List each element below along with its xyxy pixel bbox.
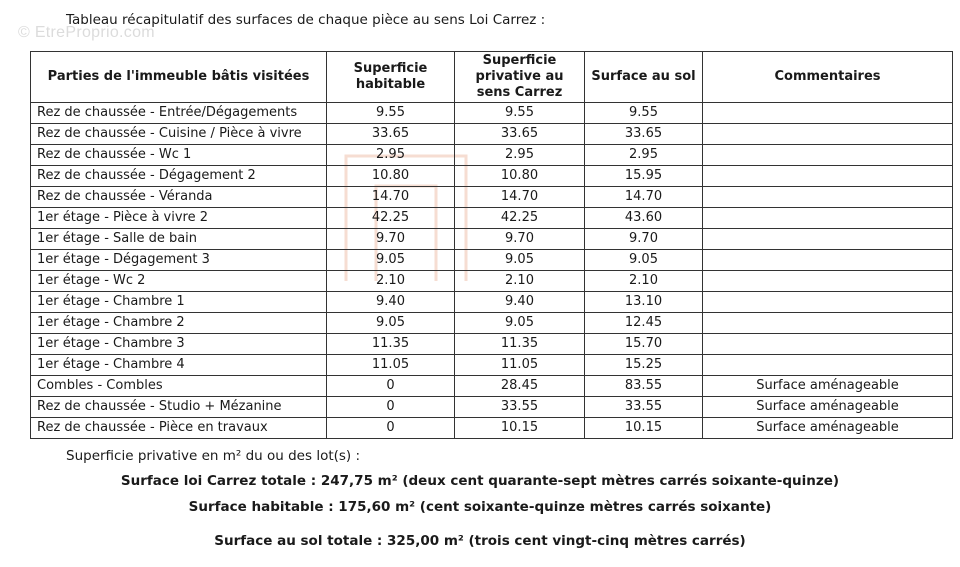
sol-cell: 43.60 <box>585 208 703 229</box>
comment-cell <box>703 292 953 313</box>
sol-cell: 9.05 <box>585 250 703 271</box>
sol-cell: 33.55 <box>585 397 703 418</box>
sol-cell: 2.10 <box>585 271 703 292</box>
habitable-cell: 14.70 <box>327 187 455 208</box>
table-row <box>31 292 953 313</box>
habitable-cell: 2.95 <box>327 145 455 166</box>
habitable-total: Surface habitable : 175,60 m² (cent soixante-quinze mètres carrés soixante) <box>188 499 772 515</box>
comment-cell <box>703 271 953 292</box>
habitable-cell: 10.80 <box>327 166 455 187</box>
table-row <box>31 124 953 145</box>
carrez-cell: 11.35 <box>455 334 585 355</box>
sol-cell: 13.10 <box>585 292 703 313</box>
carrez-cell: 33.65 <box>455 124 585 145</box>
table-row <box>31 418 953 439</box>
room-name-cell: Combles - Combles <box>31 376 327 397</box>
room-name-cell: 1er étage - Dégagement 3 <box>31 250 327 271</box>
habitable-cell: 9.05 <box>327 250 455 271</box>
room-name-cell: 1er étage - Salle de bain <box>31 229 327 250</box>
carrez-cell: 9.05 <box>455 250 585 271</box>
surfaces-table <box>30 51 953 439</box>
room-name-cell: Rez de chaussée - Wc 1 <box>31 145 327 166</box>
habitable-cell: 11.35 <box>327 334 455 355</box>
habitable-cell: 9.40 <box>327 292 455 313</box>
comment-cell <box>703 145 953 166</box>
carrez-cell: 9.55 <box>455 103 585 124</box>
room-name-cell: Rez de chaussée - Entrée/Dégagements <box>31 103 327 124</box>
habitable-cell: 9.05 <box>327 313 455 334</box>
carrez-cell: 28.45 <box>455 376 585 397</box>
habitable-cell: 9.55 <box>327 103 455 124</box>
sol-cell: 9.70 <box>585 229 703 250</box>
room-name-cell: Rez de chaussée - Studio + Mézanine <box>31 397 327 418</box>
header-commentaires: Commentaires <box>703 52 953 103</box>
comment-cell <box>703 166 953 187</box>
comment-cell <box>703 124 953 145</box>
sol-cell: 9.55 <box>585 103 703 124</box>
header-parties: Parties de l'immeuble bâtis visitées <box>31 52 327 103</box>
room-name-cell: 1er étage - Wc 2 <box>31 271 327 292</box>
carrez-cell: 10.15 <box>455 418 585 439</box>
room-name-cell: 1er étage - Pièce à vivre 2 <box>31 208 327 229</box>
table-intro-text: Tableau récapitulatif des surfaces de chaque pièce au sens Loi Carrez : <box>66 12 546 28</box>
table-row <box>31 103 953 124</box>
habitable-cell: 0 <box>327 397 455 418</box>
table-row <box>31 334 953 355</box>
carrez-cell: 10.80 <box>455 166 585 187</box>
comment-cell: Surface aménageable <box>703 397 953 418</box>
table-header-row <box>31 52 953 103</box>
room-name-cell: 1er étage - Chambre 2 <box>31 313 327 334</box>
table-row <box>31 376 953 397</box>
carrez-cell: 42.25 <box>455 208 585 229</box>
carrez-cell: 2.95 <box>455 145 585 166</box>
sol-cell: 15.95 <box>585 166 703 187</box>
sol-cell: 2.95 <box>585 145 703 166</box>
room-name-cell: 1er étage - Chambre 3 <box>31 334 327 355</box>
comment-cell <box>703 229 953 250</box>
carrez-cell: 2.10 <box>455 271 585 292</box>
comment-cell <box>703 103 953 124</box>
header-habitable: Superficie habitable <box>327 52 455 103</box>
habitable-cell: 33.65 <box>327 124 455 145</box>
table-row <box>31 271 953 292</box>
table-row <box>31 313 953 334</box>
comment-cell <box>703 187 953 208</box>
carrez-cell: 11.05 <box>455 355 585 376</box>
header-sol: Surface au sol <box>585 52 703 103</box>
table-row <box>31 145 953 166</box>
room-name-cell: 1er étage - Chambre 4 <box>31 355 327 376</box>
table-row <box>31 250 953 271</box>
table-row <box>31 397 953 418</box>
carrez-cell: 9.05 <box>455 313 585 334</box>
comment-cell: Surface aménageable <box>703 376 953 397</box>
table-row <box>31 166 953 187</box>
table-row <box>31 355 953 376</box>
habitable-cell: 0 <box>327 418 455 439</box>
table-row <box>31 208 953 229</box>
comment-cell <box>703 313 953 334</box>
comment-cell <box>703 250 953 271</box>
carrez-cell: 9.70 <box>455 229 585 250</box>
sol-cell: 14.70 <box>585 187 703 208</box>
table-row <box>31 229 953 250</box>
comment-cell <box>703 355 953 376</box>
sol-cell: 83.55 <box>585 376 703 397</box>
sol-cell: 15.70 <box>585 334 703 355</box>
footer-label: Superficie privative en m² du ou des lot(s) : <box>66 448 361 464</box>
sol-cell: 12.45 <box>585 313 703 334</box>
header-carrez: Superficie privative au sens Carrez <box>455 52 585 103</box>
room-name-cell: 1er étage - Chambre 1 <box>31 292 327 313</box>
comment-cell <box>703 334 953 355</box>
sol-cell: 15.25 <box>585 355 703 376</box>
carrez-cell: 33.55 <box>455 397 585 418</box>
habitable-cell: 0 <box>327 376 455 397</box>
room-name-cell: Rez de chaussée - Pièce en travaux <box>31 418 327 439</box>
room-name-cell: Rez de chaussée - Véranda <box>31 187 327 208</box>
sol-cell: 10.15 <box>585 418 703 439</box>
comment-cell <box>703 208 953 229</box>
habitable-cell: 11.05 <box>327 355 455 376</box>
habitable-cell: 9.70 <box>327 229 455 250</box>
carrez-cell: 9.40 <box>455 292 585 313</box>
watermark-logo: © EtreProprio.com <box>18 24 155 41</box>
sol-cell: 33.65 <box>585 124 703 145</box>
comment-cell: Surface aménageable <box>703 418 953 439</box>
room-name-cell: Rez de chaussée - Cuisine / Pièce à vivre <box>31 124 327 145</box>
habitable-cell: 2.10 <box>327 271 455 292</box>
habitable-cell: 42.25 <box>327 208 455 229</box>
carrez-cell: 14.70 <box>455 187 585 208</box>
table-row <box>31 187 953 208</box>
carrez-total: Surface loi Carrez totale : 247,75 m² (deux cent quarante-sept mètres carrés soixante-quinze) <box>120 473 840 489</box>
room-name-cell: Rez de chaussée - Dégagement 2 <box>31 166 327 187</box>
sol-total: Surface au sol totale : 325,00 m² (trois cent vingt-cinq mètres carrés) <box>214 533 746 549</box>
